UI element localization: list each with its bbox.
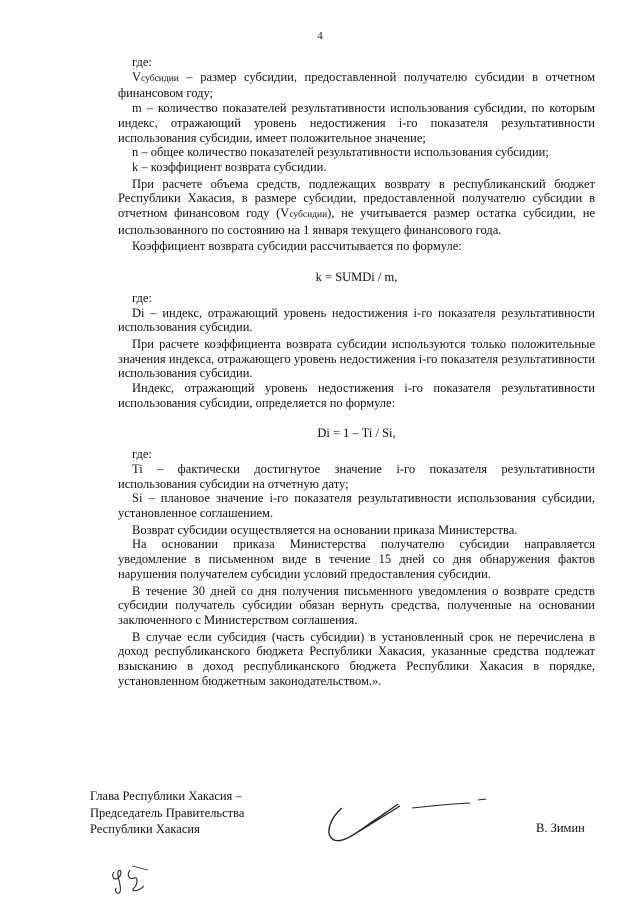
k-definition: k – коэффициент возврата субсидии. bbox=[132, 159, 327, 174]
signatory-line-1: Глава Республики Хакасия – bbox=[90, 789, 242, 803]
thirty-days-paragraph: В течение 30 дней со дня получения письменного уведомления о возврате средств субсидии получатель субсидии обязан вернуть средства, полученные на основании заключенного с Министерством соглашения. bbox=[118, 583, 595, 627]
where-label-2: где: bbox=[132, 290, 152, 305]
return-paragraph: Возврат субсидии осуществляется на основании приказа Министерства. bbox=[132, 522, 518, 537]
signatory-title bbox=[90, 788, 244, 838]
ti-definition: Ti – фактически достигнутое значение i-го показателя результативности использования субсидии на отчетную дату; bbox=[118, 461, 595, 491]
si-definition: Si – плановое значение i-го показателя результативности использования субсидии, установленное соглашением. bbox=[118, 491, 595, 520]
where-label-1: где: bbox=[132, 55, 152, 69]
where-label-3: где: bbox=[132, 447, 152, 462]
n-definition: n – общее количество показателей результативности использования субсидии; bbox=[132, 145, 549, 160]
signer-name: В. Зимин bbox=[536, 821, 585, 835]
page-number: 4 bbox=[317, 30, 323, 42]
k-formula-intro: Коэффициент возврата субсидии рассчитывается по формуле: bbox=[132, 239, 462, 254]
formula-k: k = SUMDi / m, bbox=[315, 270, 398, 285]
handwritten-signature bbox=[320, 790, 500, 850]
v-subsidy-definition: Vсубсидии – размер субсидии, предоставленной получателю субсидии в отчетном финансовом году; bbox=[118, 69, 595, 101]
formula-di: Di = 1 – Ti / Si, bbox=[317, 426, 396, 441]
final-paragraph: В случае если субсидия (часть субсидии) в установленный срок не перечислена в доход республиканского бюджета Республики Хакасия, указанные средства подлежат взысканию в доход республиканского бюджета Республики Хакасия в порядке, установленном бюджетным законодательством.». bbox=[118, 629, 595, 688]
index-formula-intro: Индекс, отражающий уровень недостижения i-го показателя результативности использования субсидии, определяется по формуле: bbox=[118, 381, 595, 410]
positive-values-paragraph: При расчете коэффициента возврата субсидии используются только положительные значения индекса, отражающего уровень недостижения i-го показателя результативности использования субсидии. bbox=[118, 336, 595, 381]
di-definition: Di – индекс, отражающий уровень недостижения i-го показателя результативности использования субсидии. bbox=[118, 305, 595, 335]
signatory-line-3: Республики Хакасия bbox=[90, 822, 200, 836]
document-body bbox=[118, 52, 595, 688]
notice-paragraph: На основании приказа Министерства получателю субсидии направляется уведомление в письменном виде в течение 15 дней со дня обнаружения фактов нарушения получателем субсидии условий предоставления субсидии. bbox=[118, 537, 595, 581]
handwritten-initials bbox=[108, 862, 158, 896]
signatory-line-2: Председатель Правительства bbox=[90, 805, 245, 820]
m-definition: m – количество показателей результативности использования субсидии, по которым индекс, отражающий уровень недостижения i-го показателя результативности использования субсидии, имеет положительное значение; bbox=[118, 101, 595, 145]
calculation-paragraph: При расчете объема средств, подлежащих возврату в республиканский бюджет Республики Хакасия, в размере субсидии, предоставленной получателю субсидии в отчетном финансовом году (Vсубсидии), не учитывается размер остатка субсидии, не использованного по состоянию на 1 января текущего финансового года. bbox=[118, 176, 595, 237]
